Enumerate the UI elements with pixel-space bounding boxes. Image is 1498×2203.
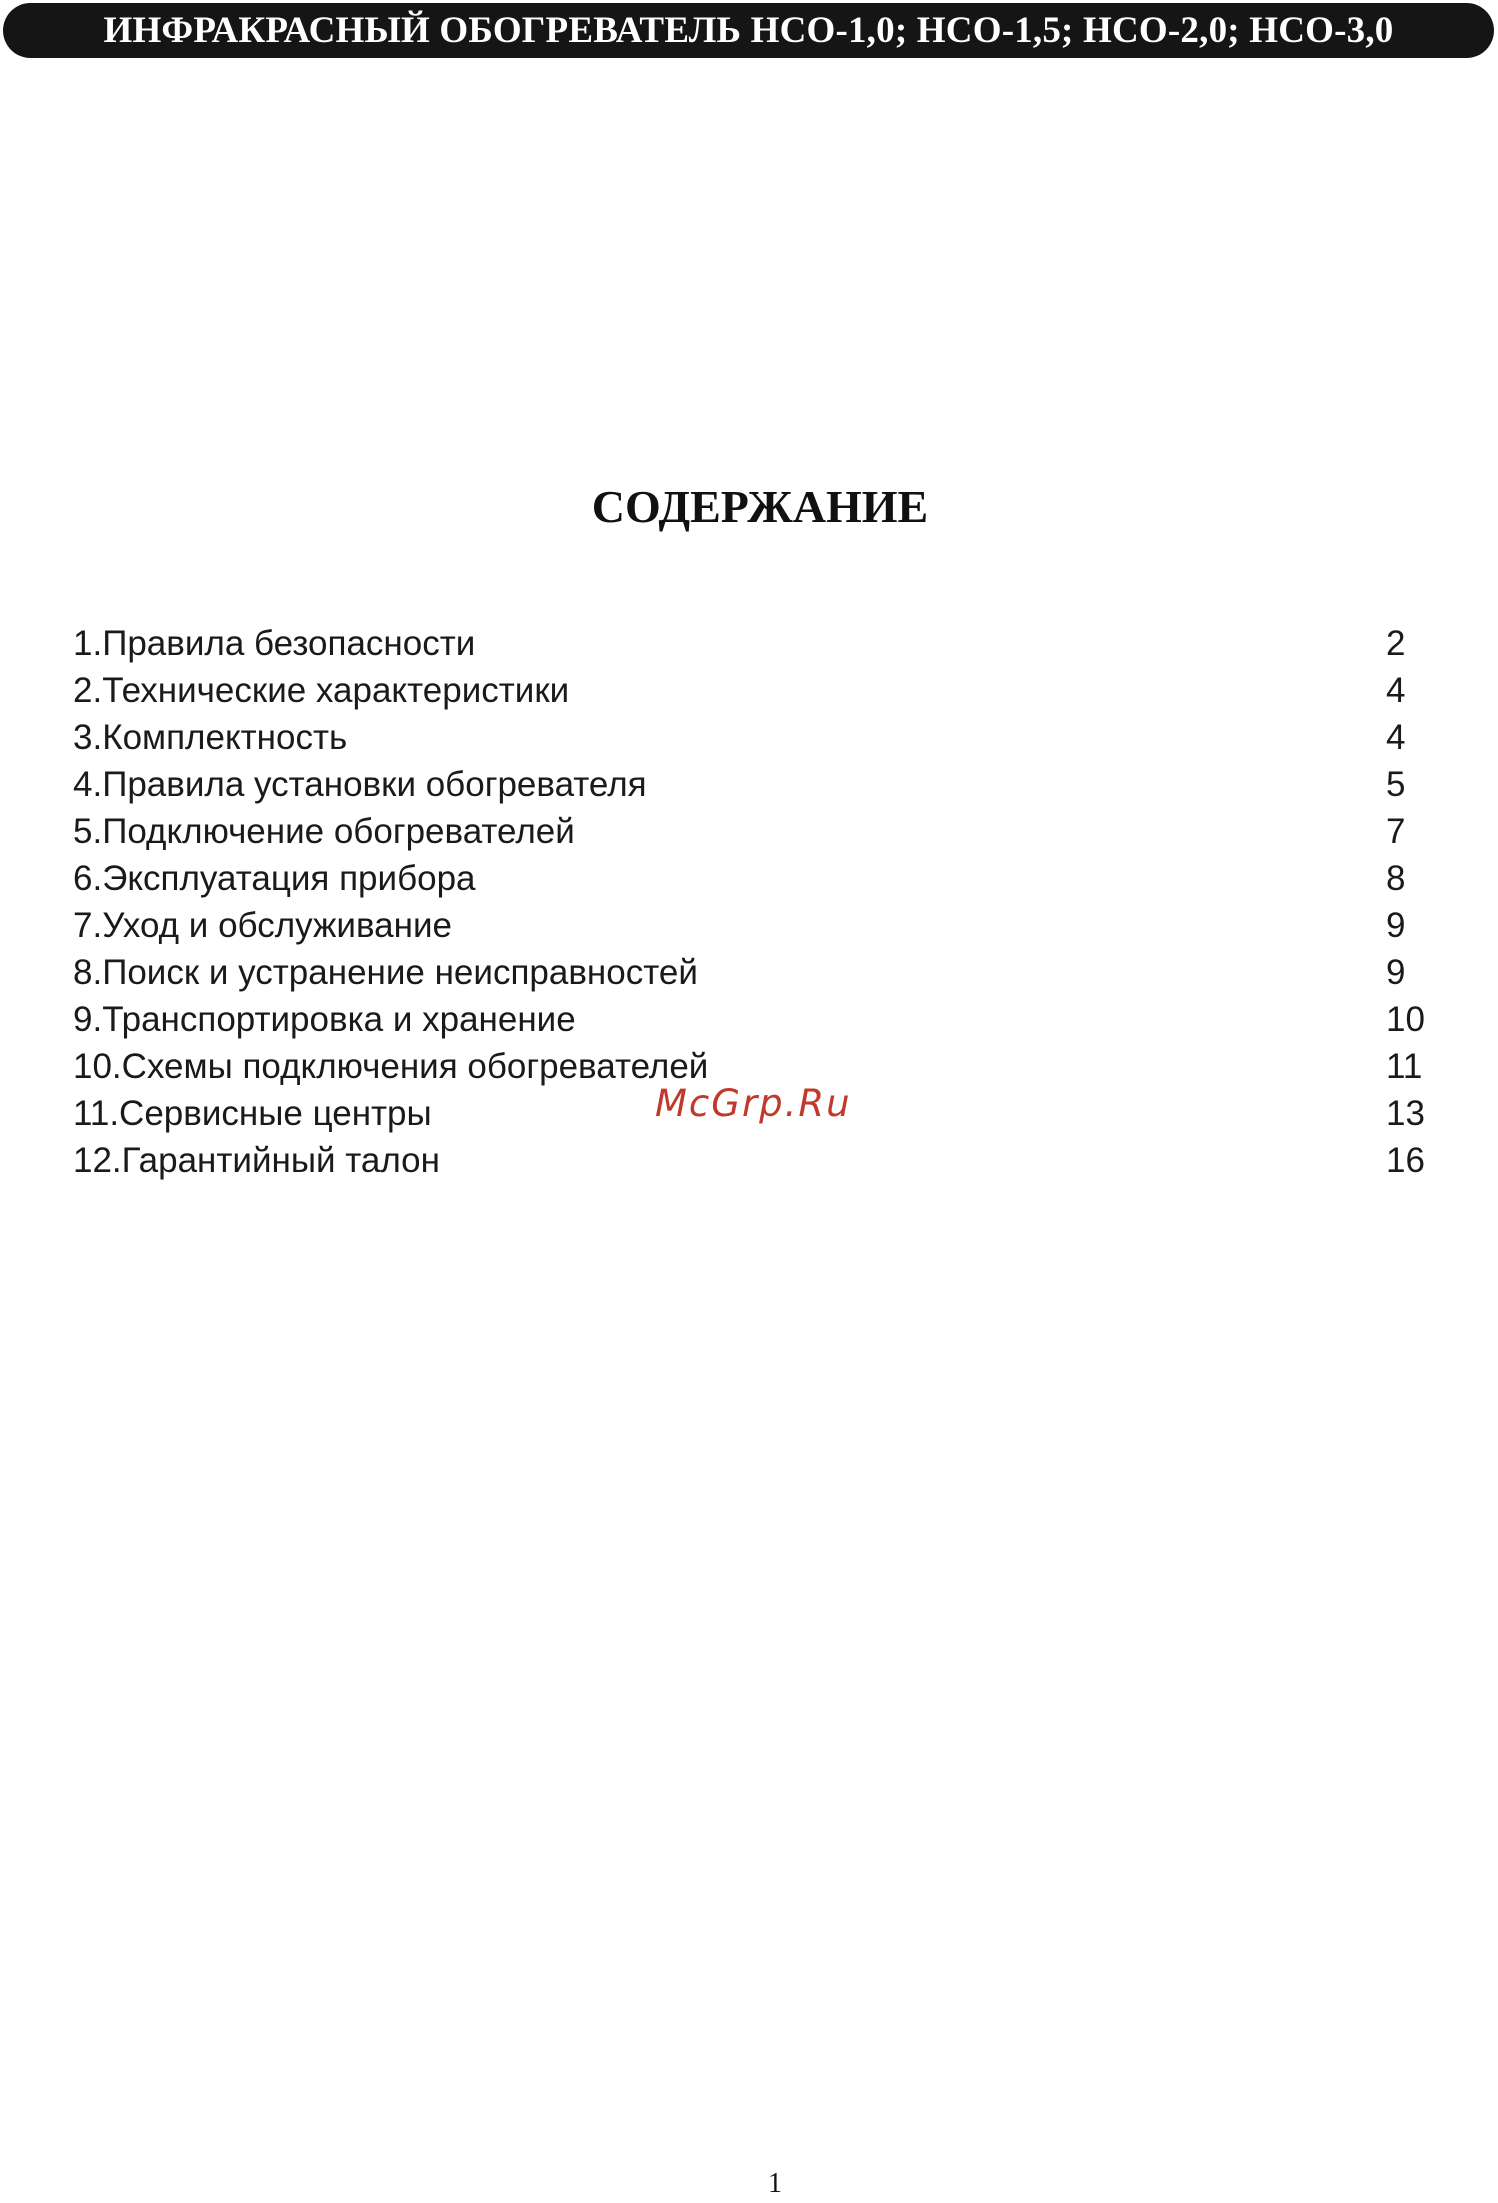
watermark: McGrp.Ru: [655, 1082, 852, 1125]
toc-entry-page: 13: [1386, 1094, 1425, 1133]
toc-entry-label: 9.Транспортировка и хранение: [73, 1000, 576, 1039]
document-title: ИНФРАКРАСНЫЙ ОБОГРЕВАТЕЛЬ НСО-1,0; НСО-1,5; НСО-2,0; НСО-3,0: [103, 10, 1394, 51]
toc-entry-label: 11.Сервисные центры: [73, 1094, 432, 1133]
toc-entry-page: 16: [1386, 1141, 1425, 1180]
toc-entry: [73, 620, 1433, 667]
toc-entry: [73, 808, 1433, 855]
toc-entry-label: 4.Правила установки обогревателя: [73, 765, 647, 804]
toc-entry-page: 2: [1386, 624, 1406, 663]
toc-entry-page: 8: [1386, 859, 1406, 898]
toc-entry: [73, 949, 1433, 996]
toc-entry: [73, 996, 1433, 1043]
toc-entry-label: 12.Гарантийный талон: [73, 1141, 440, 1180]
toc-entry-page: 9: [1386, 953, 1406, 992]
toc-entry-page: 10: [1386, 1000, 1425, 1039]
toc-entry-page: 4: [1386, 671, 1406, 710]
toc-entry: [73, 1137, 1433, 1184]
toc-entry-page: 4: [1386, 718, 1406, 757]
toc-entry-label: 10.Схемы подключения обогревателей: [73, 1047, 709, 1086]
toc-entry: [73, 714, 1433, 761]
toc-entry: [73, 667, 1433, 714]
toc-entry-page: 9: [1386, 906, 1406, 945]
toc-entry-page: 7: [1386, 812, 1406, 851]
toc-entry-page: 5: [1386, 765, 1406, 804]
header-bar: [3, 3, 1494, 58]
toc-entry-label: 6.Эксплуатация прибора: [73, 859, 476, 898]
toc-entry-label: 1.Правила безопасности: [73, 624, 476, 663]
toc-entry-label: 7.Уход и обслуживание: [73, 906, 452, 945]
toc-entry: [73, 902, 1433, 949]
toc-entry-label: 3.Комплектность: [73, 718, 348, 757]
contents-heading: СОДЕРЖАНИЕ: [591, 481, 929, 532]
toc-entry-label: 5.Подключение обогревателей: [73, 812, 575, 851]
toc-entry-label: 2.Технические характеристики: [73, 671, 570, 710]
page-number: 1: [768, 2168, 782, 2199]
toc-entry: [73, 761, 1433, 808]
toc-entry-label: 8.Поиск и устранение неисправностей: [73, 953, 698, 992]
toc-entry-page: 11: [1386, 1047, 1423, 1086]
toc-entry: [73, 855, 1433, 902]
